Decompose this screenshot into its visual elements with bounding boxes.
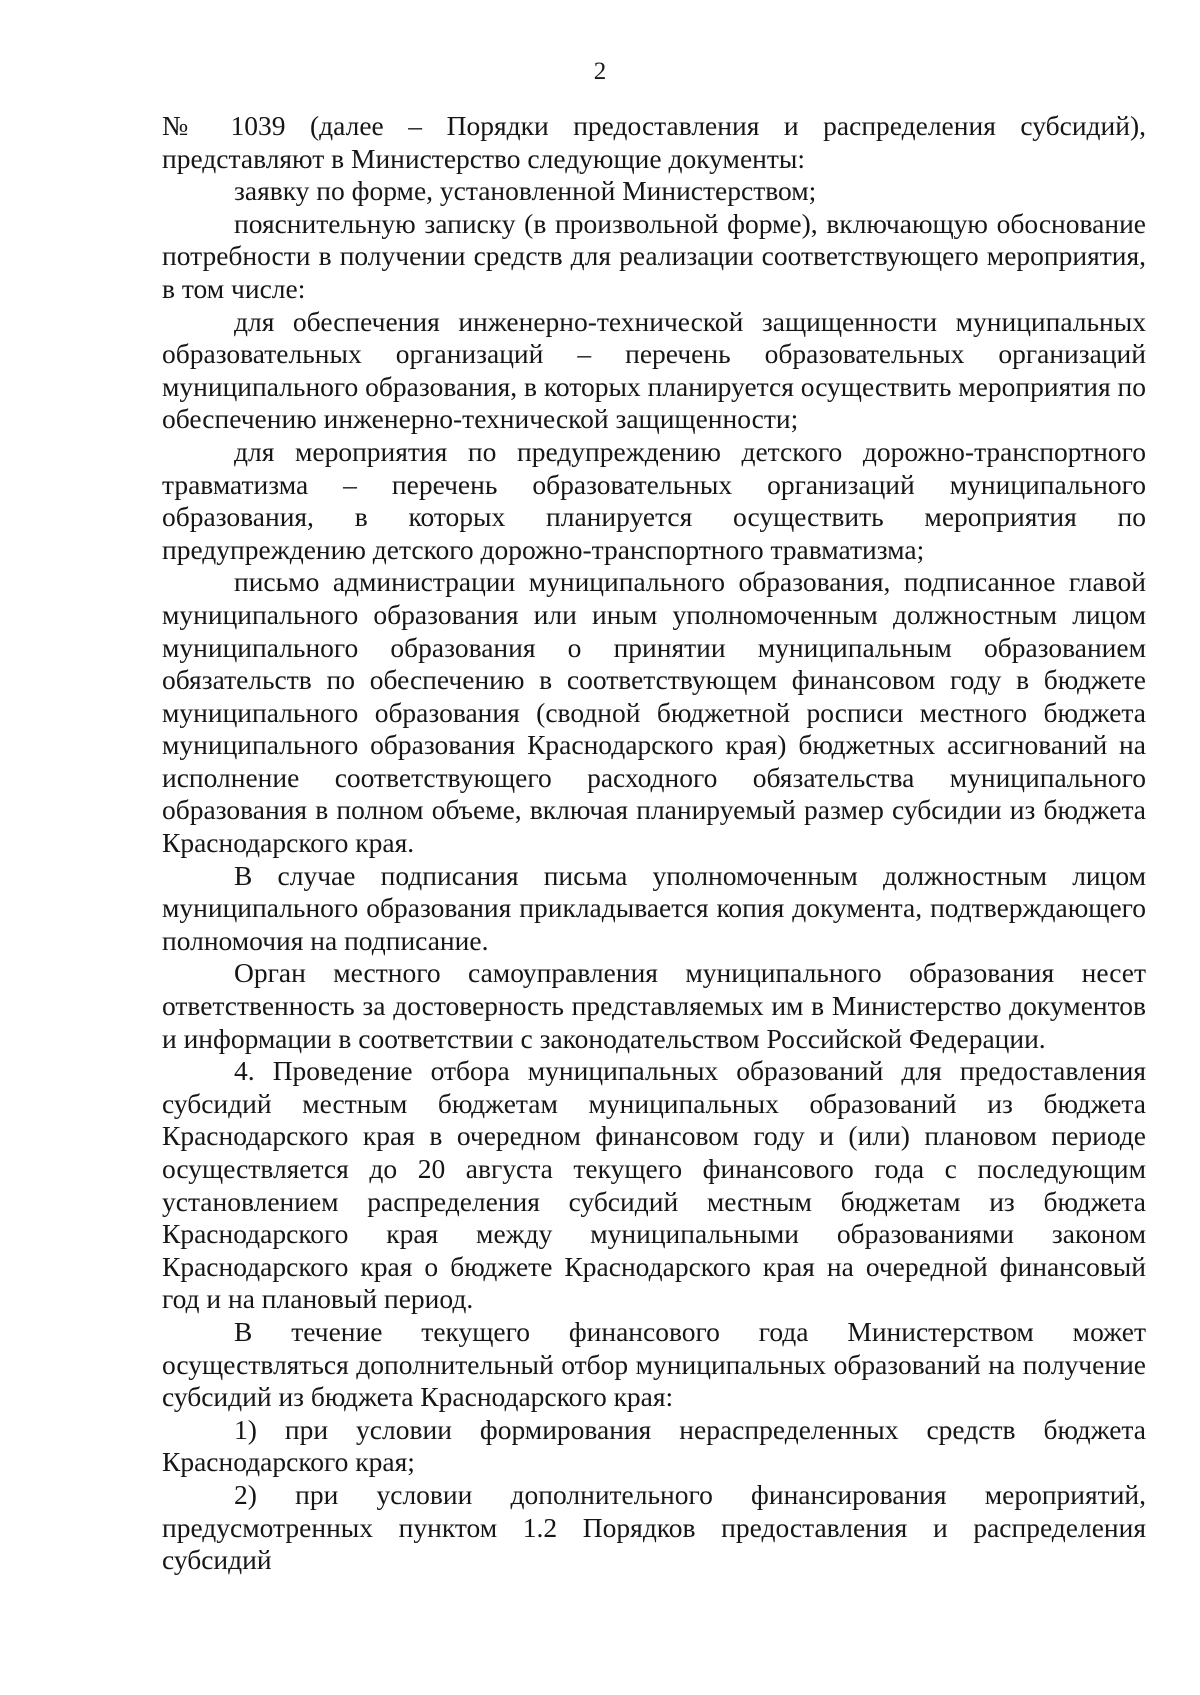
paragraph-section-4: 4. Проведение отбора муниципальных образований для предоставления субсидий местным бюджетам муниципальных образований из бюджета Краснодарского края в очередном финансовом году и (или) плановом периоде осуществляется до 20 августа текущего финансового года с последующим установлением распределения субсидий местным бюджетам из бюджета Краснодарского края между муниципальными образованиями законом Краснодарского края о бюджете Краснодарского края на очередной финансовый год и на плановый период. (162, 1055, 1146, 1315)
paragraph-responsibility: Орган местного самоуправления муниципального образования несет ответственность за достоверность представляемых им в Министерство документов и информации в соответствии с законодательством Российской Федерации. (162, 957, 1146, 1054)
document-body (162, 110, 1146, 1577)
paragraph-letter-signing: В случае подписания письма уполномоченным должностным лицом муниципального образования прикладывается копия документа, подтверждающего полномочия на подписание. (162, 859, 1146, 956)
list-item-1: 1) при условии формирования нераспределенных средств бюджета Краснодарского края; (162, 1413, 1146, 1478)
paragraph-engineering-security: для обеспечения инженерно-технической защищенности муниципальных образовательных организаций – перечень образовательных организаций муниципального образования, в которых планируется осуществить мероприятия по обеспечению инженерно-технической защищенности; (162, 305, 1146, 435)
list-item-2: 2) при условии дополнительного финансирования мероприятий, предусмотренных пунктом 1.2 Порядков предоставления и распределения субсидий (162, 1478, 1146, 1576)
paragraph-application-form: заявку по форме, установленной Министерством; (234, 175, 817, 207)
paragraph-road-traffic-safety: для мероприятия по предупреждению детского дорожно-транспортного травматизма – перечень образовательных организаций муниципального образования, в которых планируется осуществить мероприятия по предупреждению детского дорожно-транспортного травматизма; (162, 435, 1146, 565)
paragraph-continuation: № 1039 (далее – Порядки предоставления и распределения субсидий), представляют в Министерство следующие документы: (162, 110, 1146, 174)
paragraph-additional-selection: В течение текущего финансового года Министерством может осуществляться дополнительный отбор муниципальных образований на получение субсидий из бюджета Краснодарского края: (162, 1315, 1146, 1413)
paragraph-administration-letter: письмо администрации муниципального образования, подписанное главой муниципального образования или иным уполномоченным должностным лицом муниципального образования о принятии муниципальным образованием обязательств по обеспечению в соответствующем финансовом году в бюджете муниципального образования (сводной бюджетной росписи местного бюджета муниципального образования Краснодарского края) бюджетных ассигнований на исполнение соответствующего расходного обязательства муниципального образования в полном объеме, включая планируемый размер субсидии из бюджета Краснодарского края. (162, 566, 1146, 859)
paragraph-explanatory-note: пояснительную записку (в произвольной форме), включающую обоснование потребности в получении средств для реализации соответствующего мероприятия, в том числе: (162, 207, 1146, 304)
page-number: 2 (593, 58, 607, 85)
